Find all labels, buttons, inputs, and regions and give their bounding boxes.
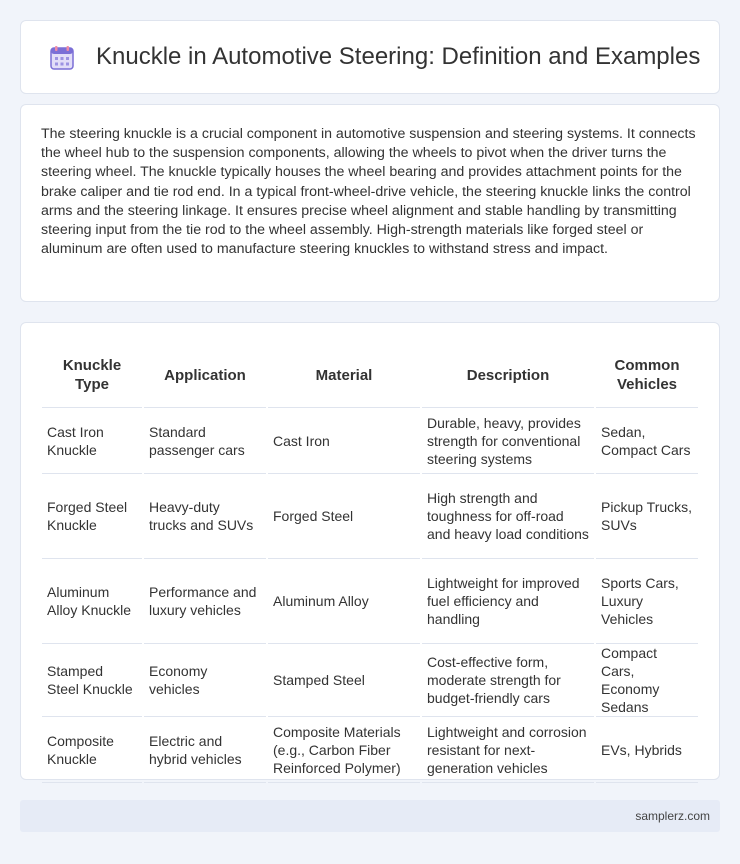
table-card	[20, 322, 720, 780]
table-cell: Cast Iron	[268, 408, 420, 474]
table-cell: Aluminum Alloy	[268, 559, 420, 644]
table-cell: Aluminum Alloy Knuckle	[42, 559, 142, 644]
table-cell: Sports Cars, Luxury Vehicles	[596, 559, 698, 644]
table-cell: Performance and luxury vehicles	[144, 559, 266, 644]
column-header: Knuckle Type	[42, 343, 142, 408]
table-row	[42, 408, 698, 474]
title-card	[20, 20, 720, 94]
table-cell: Stamped Steel Knuckle	[42, 644, 142, 717]
column-header: Material	[268, 343, 420, 408]
column-header: Description	[422, 343, 594, 408]
table-row	[42, 644, 698, 717]
table-row	[42, 474, 698, 559]
table-cell: Heavy-duty trucks and SUVs	[144, 474, 266, 559]
table-header-row	[42, 343, 698, 408]
column-header: Common Vehicles	[596, 343, 698, 408]
table-cell: Electric and hybrid vehicles	[144, 717, 266, 783]
intro-card	[20, 104, 720, 302]
page-title: Knuckle in Automotive Steering: Definition and Examples	[96, 43, 701, 70]
intro-paragraph: The steering knuckle is a crucial component in automotive suspension and steering systems. It connects the wheel hub to the suspension components, allowing the wheels to pivot when the driver turns the steering wheel. The knuckle typically houses the wheel bearing and provides attachment points for the brake caliper and tie rod end. In a typical front-wheel-drive vehicle, the steering knuckle links the control arms and the steering linkage. It ensures precise wheel alignment and stable handling by transmitting steering input from the tie rod to the wheel assembly. High-strength materials like forged steel or aluminum are often used to manufacture steering knuckles to withstand stress and impact.	[41, 126, 696, 258]
table-cell: Sedan, Compact Cars	[596, 408, 698, 474]
knuckle-table	[40, 343, 700, 783]
table-cell: Stamped Steel	[268, 644, 420, 717]
table-cell: Lightweight and corrosion resistant for next-generation vehicles	[422, 717, 594, 783]
table-cell: Standard passenger cars	[144, 408, 266, 474]
table-cell: Compact Cars, Economy Sedans	[596, 644, 698, 717]
column-header: Application	[144, 343, 266, 408]
table-cell: Cast Iron Knuckle	[42, 408, 142, 474]
table-cell: EVs, Hybrids	[596, 717, 698, 783]
table-cell: Composite Materials (e.g., Carbon Fiber Reinforced Polymer)	[268, 717, 420, 783]
table-cell: High strength and toughness for off-road and heavy load conditions	[422, 474, 594, 559]
footer-site-link[interactable]: samplerz.com	[635, 809, 710, 823]
table-cell: Forged Steel Knuckle	[42, 474, 142, 559]
table-cell: Pickup Trucks, SUVs	[596, 474, 698, 559]
table-row	[42, 717, 698, 783]
footer	[20, 800, 720, 832]
table-cell: Forged Steel	[268, 474, 420, 559]
table-cell: Lightweight for improved fuel efficiency and handling	[422, 559, 594, 644]
table-cell: Cost-effective form, moderate strength for budget-friendly cars	[422, 644, 594, 717]
table-row	[42, 559, 698, 644]
table-cell: Durable, heavy, provides strength for conventional steering systems	[422, 408, 594, 474]
table-cell: Composite Knuckle	[42, 717, 142, 783]
table-cell: Economy vehicles	[144, 644, 266, 717]
calendar-icon	[49, 45, 75, 71]
